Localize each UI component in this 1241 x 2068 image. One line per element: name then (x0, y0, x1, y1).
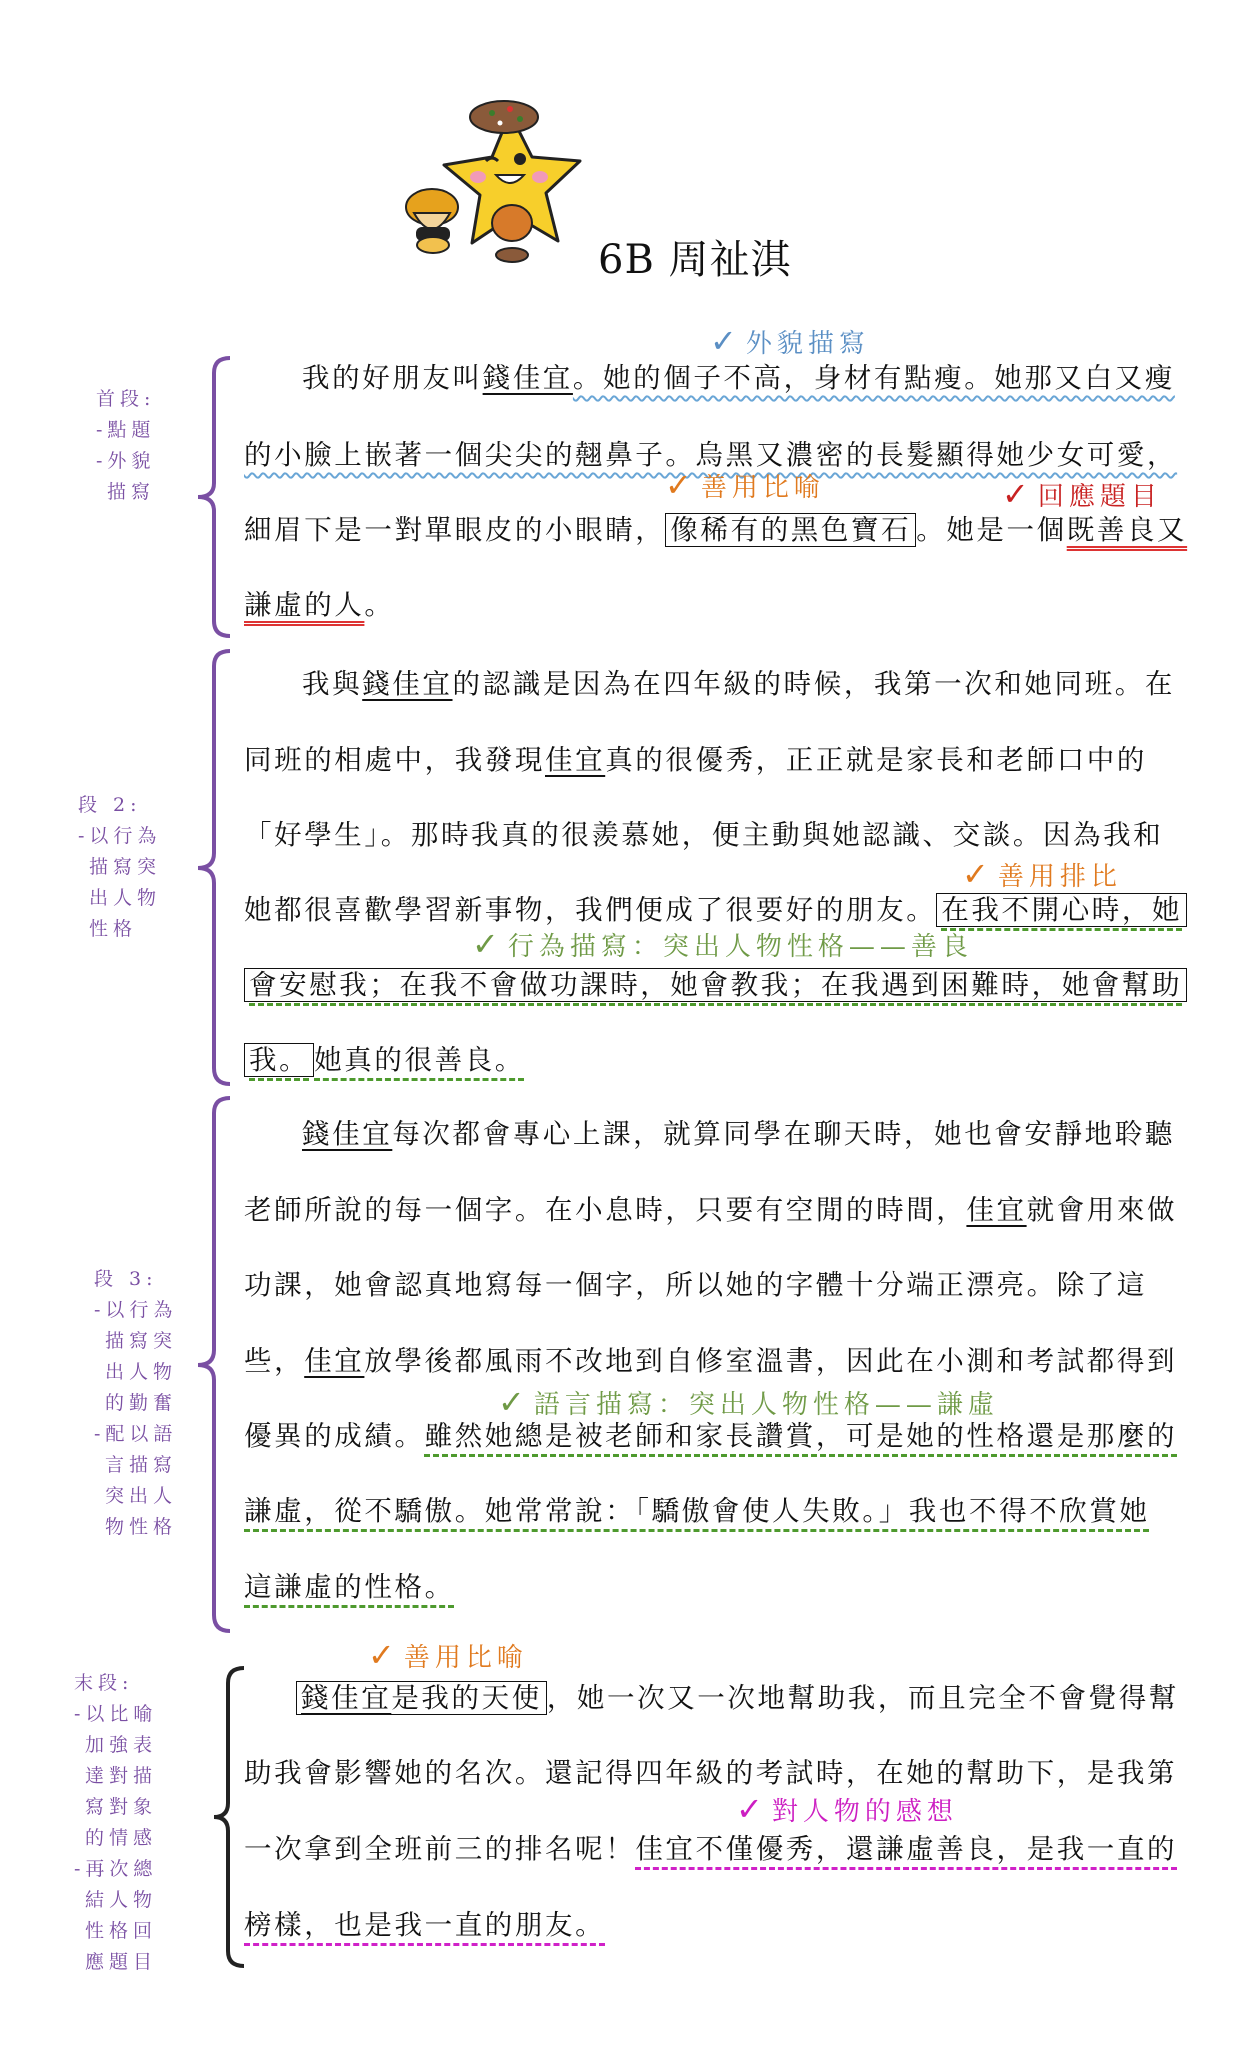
mascot-illustration (400, 95, 600, 265)
checkmark-icon: ✓ (962, 855, 994, 893)
p2-line6: 我。 她真的很善良。 (244, 1040, 525, 1080)
p3-line7: 這謙虛的性格。 (244, 1571, 455, 1603)
p1-line4: 謙虛的人。 (244, 589, 395, 621)
p3-line5: 優異的成績。雖然她總是被老師和家長讚賞，可是她的性格還是那麼的 (244, 1420, 1178, 1452)
p3-line1: 錢佳宜每次都會專心上課，就算同學在聊天時，她也會安靜地聆聽 (302, 1118, 1175, 1150)
star-character (444, 101, 580, 262)
annotation-simile1: ✓ 善用比喻 (665, 466, 825, 504)
parallel-box-start: 在我不開心時，她 (936, 893, 1187, 927)
p4-line1: 錢佳宜是我的天使 ，她一次又一次地幫助我，而且完全不會覺得幫 (244, 1678, 1179, 1718)
checkmark-icon: ✓ (665, 466, 697, 504)
side-label-paragraph4: 末段: -以比喻 加強表 達對描 寫對象 的情感 -再次總 結人物 性格回 應題目 (74, 1672, 158, 1973)
mushroom-figure (406, 189, 458, 253)
annotation-behavior: ✓ 行為描寫：突出人物性格——善良 (472, 925, 973, 963)
p4-line2: 助我會影響她的名次。還記得四年級的考試時，在她的幫助下，是我第 (244, 1757, 1178, 1789)
p2-line2: 同班的相處中，我發現佳宜真的很優秀，正正就是家長和老師口中的 (244, 744, 1148, 776)
p3-line2: 老師所說的每一個字。在小息時，只要有空閒的時間，佳宜就會用來做 (244, 1194, 1178, 1226)
annotation-parallel: ✓ 善用排比 (962, 855, 1122, 893)
p3-line4: 些，佳宜放學後都風雨不改地到自修室溫書，因此在小測和考試都得到 (244, 1345, 1178, 1377)
p1-line1: 我的好朋友叫錢佳宜。她的個子不高，身材有點瘦。她那又白又瘦 (302, 362, 1175, 394)
page-title: 6B 周祉淇 (598, 237, 792, 283)
checkmark-icon: ✓ (498, 1383, 530, 1421)
annotation-speech: ✓ 語言描寫：突出人物性格——謙虛 (498, 1383, 999, 1421)
metaphor-box: 錢佳宜是我的天使 (296, 1681, 547, 1715)
p3-line6: 謙虛，從不驕傲。她常常說：「驕傲會使人失敗。」我也不得不欣賞她 (244, 1495, 1150, 1527)
paragraph3-brace (192, 1095, 242, 1635)
p3-line3: 功課，她會認真地寫每一個字，所以她的字體十分端正漂亮。除了這 (244, 1269, 1147, 1301)
paragraph2-brace (192, 648, 242, 1088)
p4-line4: 榜樣，也是我一直的朋友。 (244, 1909, 606, 1941)
p2-line3: 「好學生」。那時我真的很羨慕她，便主動與她認識、交談。因為我和 (244, 819, 1164, 851)
checkmark-icon: ✓ (472, 925, 504, 963)
p1-line2: 的小臉上嵌著一個尖尖的翹鼻子。烏黑又濃密的長髮顯得她少女可愛， (244, 439, 1178, 471)
parallel-box-end: 我。 (244, 1043, 314, 1077)
checkmark-icon: ✓ (710, 322, 742, 360)
annotation-feeling: ✓ 對人物的感想 (736, 1790, 958, 1828)
parallel-box-middle: 會安慰我；在我不會做功課時，她會教我；在我遇到困難時，她會幫助 (244, 968, 1187, 1002)
annotation-appearance: ✓ 外貌描寫 (710, 322, 870, 360)
checkmark-icon: ✓ (736, 1790, 768, 1828)
p2-line1: 我與錢佳宜的認識是因為在四年級的時候，我第一次和她同班。在 (302, 668, 1175, 700)
annotation-simile2: ✓ 善用比喻 (368, 1636, 528, 1674)
side-label-paragraph2: 段 2: -以行為 描寫突 出人物 性格 (78, 794, 162, 940)
checkmark-icon: ✓ (368, 1636, 400, 1674)
p2-line4: 她都很喜歡學習新事物，我們便成了很要好的朋友。 在我不開心時，她 (244, 890, 1187, 930)
simile-box: 像稀有的黑色寶石 (665, 513, 916, 547)
paragraph1-brace (192, 355, 242, 640)
p2-line5 (244, 965, 1187, 1005)
p4-line3: 一次拿到全班前三的排名呢！佳宜不僅優秀，還謙虛善良，是我一直的 (244, 1833, 1178, 1865)
side-label-paragraph3: 段 3: -以行為 描寫突 出人物 的勤奮 -配以語 言描寫 突出人 物性格 (94, 1268, 178, 1538)
p1-line3: 細眉下是一對單眼皮的小眼睛， 像稀有的黑色寶石 。她是一個既善良又 (244, 514, 1188, 546)
side-label-paragraph1: 首段: -點題 -外貌 描寫 (96, 388, 156, 503)
annotation-answer-topic: ✓ 回應題目 (1002, 475, 1162, 513)
checkmark-icon: ✓ (1002, 475, 1034, 513)
